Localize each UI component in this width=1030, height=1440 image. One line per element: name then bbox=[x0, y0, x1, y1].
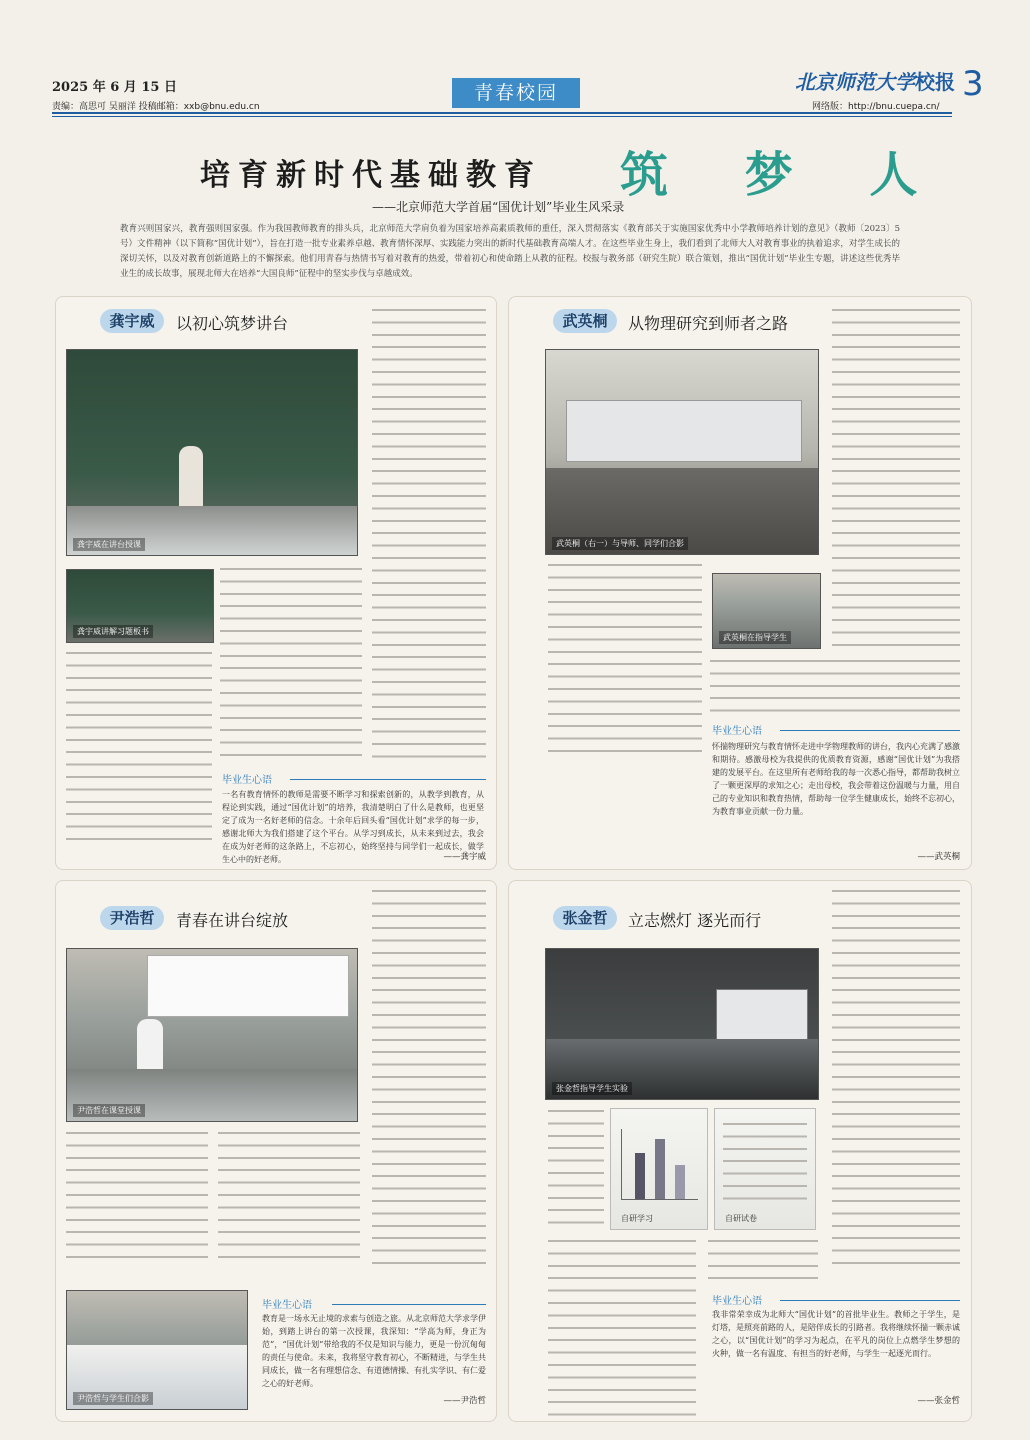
feature-subtitle: ——北京师范大学首届“国优计划”毕业生风采录 bbox=[372, 200, 625, 214]
projection-screen bbox=[566, 400, 802, 462]
insight-label-2: 毕业生心语 bbox=[712, 726, 762, 737]
insight-text-2: 怀揣物理研究与教育情怀走进中学物理教师的讲台，我内心充满了感激和期待。感激母校为我提供的优质教育资源，感谢“国优计划”为我搭建的发展平台。在这里所有老师给我的每一次悉心指导，都帮助我树立了一颗更深厚的求知之心；走出母校，我会带着这份温暖与力量，用自己的专业知识和教育热情，帮助每一位学生健康成长，始终不忘初心，为教育事业贡献一份力量。 bbox=[712, 742, 960, 816]
photo-caption-2: 龚宇威讲解习题板书 bbox=[73, 625, 153, 638]
page-number: 3 bbox=[962, 64, 984, 104]
insight-signature-2: ——武英桐 bbox=[917, 852, 960, 862]
issue-date: 2025 年 6 月 15 日 bbox=[52, 80, 177, 95]
article-col-4c bbox=[832, 886, 960, 1266]
article-col-1c bbox=[66, 648, 212, 848]
photo-teaching-3 bbox=[66, 948, 358, 1122]
header-rule-thin bbox=[52, 116, 952, 117]
insight-label-4: 毕业生心语 bbox=[712, 1296, 762, 1307]
insight-text-4: 我非常荣幸成为北师大“国优计划”的首批毕业生。教师之于学生，是灯塔，是照亮前路的人，是陪伴成长的引路者。我将继续怀揣一颗赤诚之心，以“国优计划”的学习为起点，在平凡的岗位上点燃学生梦想的火种，做一名有温度、有担当的好老师，与学生一起逐光而行。 bbox=[712, 1310, 960, 1358]
insight-divider-1 bbox=[290, 779, 486, 780]
article-col-3a bbox=[66, 1128, 208, 1266]
photo-caption-8: 自研学习 bbox=[621, 1214, 653, 1223]
insight-text-1: 一名有教育情怀的教师是需要不断学习和探索创新的，从教学到教育，从程论到实践，通过“国优计划”的培养，我清楚明白了什么是教师，也更坚定了成为一名好老师的信念。十余年后回头看“国优计划”求学的每一步，感谢北师大为我们搭建了这个平台。从学习到成长，从未来到过去，我会在成为好老师的这条路上，不忘初心，始终坚持与同学们一起成长，做学生心中的好老师。 bbox=[222, 790, 484, 864]
article-col-2a bbox=[548, 560, 702, 758]
photo-caption-6: 尹浩哲与学生们合影 bbox=[73, 1392, 153, 1405]
photo-group-2 bbox=[545, 349, 819, 555]
insight-text-3: 教育是一场永无止境的求索与创造之旅。从北京师范大学求学伊始，到踏上讲台的第一次授课，我深知：“学高为师，身正为范”，“国优计划”带给我的不仅是知识与能力，更是一份沉甸甸的责任与使命。未来，我将坚守教育初心，不断精进，与学生共同成长，做一名有理想信念、有道德情操、有扎实学识、有仁爱之心的好老师。 bbox=[262, 1314, 486, 1388]
profile-name-1: 龚宇威 bbox=[100, 309, 164, 333]
profile-headline-2: 从物理研究到师者之路 bbox=[628, 314, 789, 333]
profile-name-2: 武英桐 bbox=[553, 309, 617, 333]
insight-divider-3 bbox=[332, 1304, 486, 1305]
article-col-4d bbox=[708, 1236, 818, 1282]
masthead-name: 北京师范大学 bbox=[795, 70, 915, 94]
insight-label-1: 毕业生心语 bbox=[222, 775, 272, 786]
header-rule bbox=[52, 112, 952, 114]
photo-tutoring-2 bbox=[712, 573, 821, 649]
masthead-suffix: 校报 bbox=[915, 70, 955, 94]
photo-lab-4 bbox=[545, 948, 819, 1100]
insight-divider-2 bbox=[780, 730, 960, 731]
photo-caption-7: 张金哲指导学生实验 bbox=[552, 1082, 632, 1095]
profile-name-4: 张金哲 bbox=[553, 906, 617, 930]
section-badge: 青春校园 bbox=[452, 78, 580, 108]
photo-board-1 bbox=[66, 569, 214, 643]
lab-equipment bbox=[716, 989, 808, 1041]
insight-signature-1: ——龚宇威 bbox=[443, 852, 486, 862]
chart-bar-1 bbox=[635, 1153, 645, 1199]
article-col-2b bbox=[710, 656, 960, 712]
photo-caption-3: 武英桐（右一）与导师、同学们合影 bbox=[552, 537, 688, 550]
article-col-1a bbox=[220, 564, 362, 760]
photo-caption-9: 自研试卷 bbox=[725, 1214, 757, 1223]
feature-title: 培育新时代基础教育 bbox=[200, 158, 542, 193]
insight-signature-4: ——张金哲 bbox=[917, 1396, 960, 1406]
photo-teaching-1 bbox=[66, 349, 358, 556]
profile-headline-4: 立志燃灯 逐光而行 bbox=[628, 911, 762, 930]
exam-text-lines bbox=[723, 1119, 807, 1205]
masthead-logo bbox=[795, 66, 955, 95]
insight-signature-3: ——尹浩哲 bbox=[443, 1396, 486, 1406]
insight-label-3: 毕业生心语 bbox=[262, 1300, 312, 1311]
feature-intro: 教育兴则国家兴，教育强则国家强。作为我国教师教育的排头兵，北京师范大学肩负着为国家培养高素质教师的重任，深入贯彻落实《教育部关于实施国家优秀中小学教师培养计划的意见》（教师〔2023〕5号）文件精神（以下简称“国优计划”），旨在打造一批专业素养卓越、教育情怀深厚、实践能力突出的新时代基础教育高端人才。在这些毕业生身上，我们看到了北师大人对教育事业的执着追求，对学生成长的深切关怀，以及对教育创新道路上的不懈探索。他们用青春与热情书写着对教育的热爱，带着初心和使命踏上从教的征程。校报与教务部（研究生院）联合策划，推出“国优计划”毕业生专题，讲述这些优秀毕业生的成长故事，展现北师大在培养“大国良师”征程中的坚实步伐与卓越成效。 bbox=[120, 224, 900, 279]
teacher-figure bbox=[179, 446, 203, 508]
article-col-4b bbox=[548, 1236, 696, 1416]
feature-accent: 筑 梦 人 bbox=[620, 147, 948, 203]
profile-name-3: 尹浩哲 bbox=[100, 906, 164, 930]
profile-headline-1: 以初心筑梦讲台 bbox=[176, 314, 289, 333]
projection-slide bbox=[147, 955, 349, 1017]
photo-students-3 bbox=[66, 1290, 248, 1410]
chart-bar-2 bbox=[655, 1139, 665, 1199]
photo-caption-4: 武英桐在指导学生 bbox=[719, 631, 791, 644]
article-col-4a bbox=[548, 1106, 604, 1232]
article-col-3c bbox=[372, 886, 486, 1266]
article-col-3b bbox=[218, 1128, 360, 1266]
article-col-2c bbox=[832, 305, 960, 647]
photo-exam-4 bbox=[714, 1108, 816, 1230]
photo-study-4 bbox=[610, 1108, 708, 1230]
editor-info: 责编：高思可 吴丽洋 投稿邮箱：xxb@bnu.edu.cn bbox=[52, 102, 260, 112]
profile-headline-3: 青春在讲台绽放 bbox=[176, 911, 289, 930]
website-info: 网络版：http://bnu.cuepa.cn/ bbox=[812, 102, 940, 112]
insight-divider-4 bbox=[780, 1300, 960, 1301]
article-col-1b bbox=[372, 305, 486, 760]
photo-caption-5: 尹浩哲在课堂授课 bbox=[73, 1104, 145, 1117]
photo-caption-1: 龚宇威在讲台授课 bbox=[73, 538, 145, 551]
chart-bar-3 bbox=[675, 1165, 685, 1199]
